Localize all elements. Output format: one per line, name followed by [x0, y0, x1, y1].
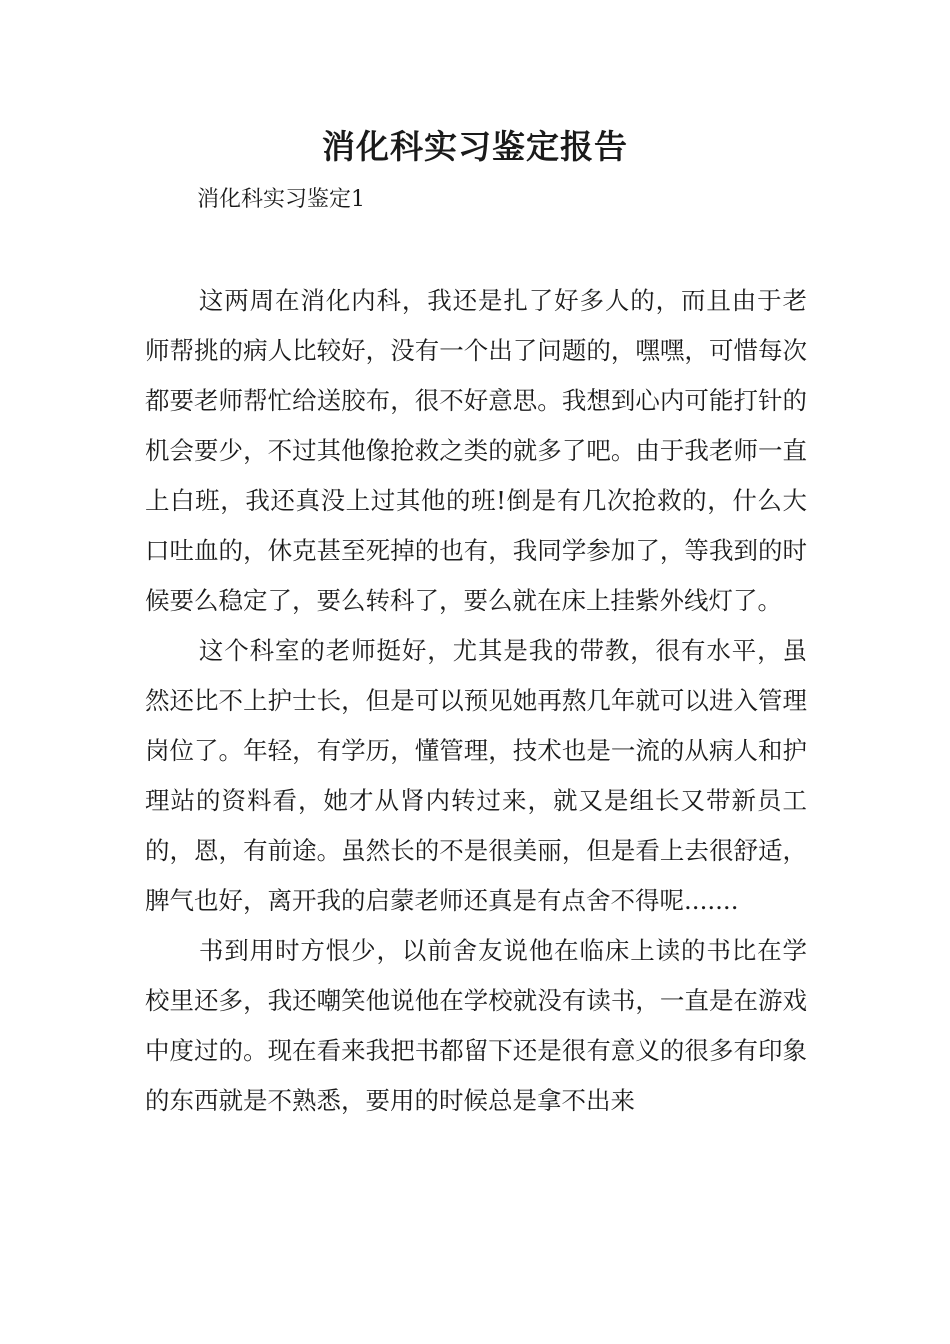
document-body	[145, 276, 807, 1126]
body-paragraph-3: 书到用时方恨少，以前舍友说他在临床上读的书比在学校里还多，我还嘲笑他说他在学校就没有读书，一直是在游戏中度过的。现在看来我把书都留下还是很有意义的很多有印象的东西就是不熟悉，要用的时候总是拿不出来	[145, 936, 807, 1115]
body-paragraph-1: 这两周在消化内科，我还是扎了好多人的，而且由于老师帮挑的病人比较好，没有一个出了问题的，嘿嘿，可惜每次都要老师帮忙给送胶布，很不好意思。我想到心内可能打针的机会要少，不过其他像抢救之类的就多了吧。由于我老师一直上白班，我还真没上过其他的班!倒是有几次抢救的，什么大口吐血的，休克甚至死掉的也有，我同学参加了，等我到的时候要么稳定了，要么转科了，要么就在床上挂紫外线灯了。	[145, 286, 807, 615]
document-subtitle: 消化科实习鉴定1	[197, 187, 365, 212]
document-title: 消化科实习鉴定报告	[322, 127, 628, 166]
body-paragraph-2: 这个科室的老师挺好，尤其是我的带教，很有水平，虽然还比不上护士长，但是可以预见她再熬几年就可以进入管理岗位了。年轻，有学历，懂管理，技术也是一流的从病人和护理站的资料看，她才从肾内转过来，就又是组长又带新员工的，恩，有前途。虽然长的不是很美丽，但是看上去很舒适，脾气也好，离开我的启蒙老师还真是有点舍不得呢.......	[145, 636, 807, 915]
